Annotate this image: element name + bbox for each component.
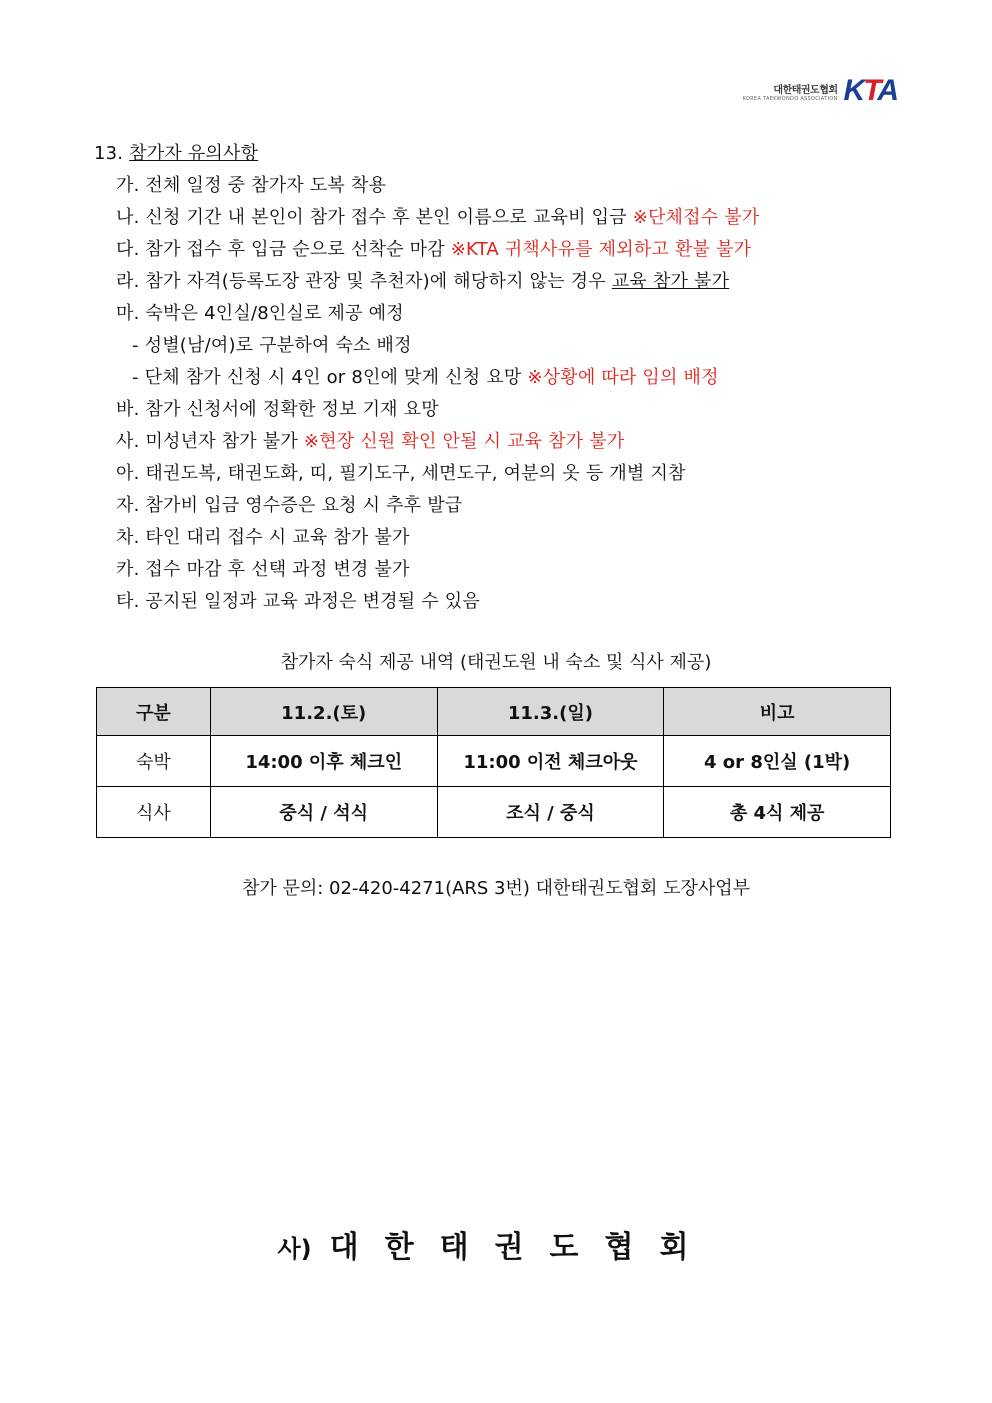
note-ma-sub2 bbox=[94, 362, 914, 394]
note-ma-sub2-text: - 단체 참가 신청 시 4인 or 8인에 맞게 신청 요망 bbox=[132, 367, 528, 388]
lodging-meals-table bbox=[96, 687, 891, 838]
note-ra-text: 라. 참가 자격(등록도장 관장 및 추천자)에 해당하지 않는 경우 bbox=[116, 271, 612, 292]
logo-korean-name: 대한태권도협회 bbox=[773, 84, 838, 96]
logo-mark-k: K bbox=[843, 74, 864, 107]
table-row bbox=[97, 787, 891, 838]
section-title: 참가자 유의사항 bbox=[129, 143, 259, 164]
logo-mark-a: A bbox=[877, 74, 897, 107]
note-ga: 가. 전체 일정 중 참가자 도복 착용 bbox=[116, 175, 387, 196]
header-day1: 11.2.(토) bbox=[210, 688, 437, 736]
logo-text bbox=[743, 81, 838, 102]
table-cell: 14:00 이후 체크인 bbox=[210, 736, 437, 787]
header-day2: 11.3.(일) bbox=[437, 688, 664, 736]
table-cell: 총 4식 제공 bbox=[664, 787, 891, 838]
logo-english-name: KOREA TAEKWONDO ASSOCIATION bbox=[742, 95, 838, 102]
note-ka: 카. 접수 마감 후 선택 과정 변경 불가 bbox=[116, 559, 410, 580]
section-number: 13. bbox=[94, 143, 124, 164]
note-na bbox=[94, 202, 914, 234]
row-label: 숙박 bbox=[97, 736, 211, 787]
note-ra bbox=[94, 266, 914, 298]
note-ba: 바. 참가 신청서에 정확한 정보 기재 요망 bbox=[116, 399, 439, 420]
contact-info: 참가 문의: 02-420-4271(ARS 3번) 대한태권도협회 도장사업부 bbox=[241, 878, 751, 899]
footer-organization bbox=[0, 1222, 992, 1266]
table-cell: 중식 / 석식 bbox=[210, 787, 437, 838]
table-cell: 4 or 8인실 (1박) bbox=[664, 736, 891, 787]
note-ja: 자. 참가비 입금 영수증은 요청 시 추후 발급 bbox=[116, 495, 463, 516]
note-ma-sub2-warning: ※상황에 따라 임의 배정 bbox=[527, 367, 719, 388]
header-category: 구분 bbox=[97, 688, 211, 736]
note-ma-sub1: - 성별(남/여)로 구분하여 숙소 배정 bbox=[132, 335, 412, 356]
note-ta: 타. 공지된 일정과 교육 과정은 변경될 수 있음 bbox=[116, 591, 480, 612]
note-cha: 차. 타인 대리 접수 시 교육 참가 불가 bbox=[116, 527, 410, 548]
table-header-row bbox=[97, 688, 891, 736]
note-sa bbox=[94, 426, 914, 458]
note-sa-text: 사. 미성년자 참가 불가 bbox=[116, 431, 304, 452]
note-da-text: 다. 참가 접수 후 입금 순으로 선착순 마감 bbox=[116, 239, 451, 260]
note-da bbox=[94, 234, 914, 266]
note-ma: 마. 숙박은 4인실/8인실로 제공 예정 bbox=[116, 303, 404, 324]
table-title: 참가자 숙식 제공 내역 (태권도원 내 숙소 및 식사 제공) bbox=[280, 652, 712, 673]
note-na-warning: ※단체접수 불가 bbox=[632, 207, 760, 228]
note-a: 아. 태권도복, 태권도화, 띠, 필기도구, 세면도구, 여분의 옷 등 개별 지참 bbox=[116, 463, 686, 484]
section-heading bbox=[94, 138, 914, 170]
table-cell: 조식 / 중식 bbox=[437, 787, 664, 838]
kta-logo bbox=[743, 76, 897, 106]
kta-logo-mark bbox=[844, 76, 897, 106]
note-da-warning: ※KTA 귀책사유를 제외하고 환불 불가 bbox=[450, 239, 752, 260]
org-prefix: 사) bbox=[277, 1235, 312, 1263]
participant-notes bbox=[94, 138, 914, 618]
header-remarks: 비고 bbox=[664, 688, 891, 736]
note-sa-warning: ※현장 신원 확인 안될 시 교육 참가 불가 bbox=[303, 431, 625, 452]
logo-mark-t: T bbox=[863, 74, 878, 107]
note-ra-emphasis: 교육 참가 불가 bbox=[611, 271, 730, 292]
table-cell: 11:00 이전 체크아웃 bbox=[437, 736, 664, 787]
table-row bbox=[97, 736, 891, 787]
note-na-text: 나. 신청 기간 내 본인이 참가 접수 후 본인 이름으로 교육비 입금 bbox=[116, 207, 633, 228]
org-name: 대한태권도협회 bbox=[329, 1230, 715, 1265]
row-label: 식사 bbox=[97, 787, 211, 838]
